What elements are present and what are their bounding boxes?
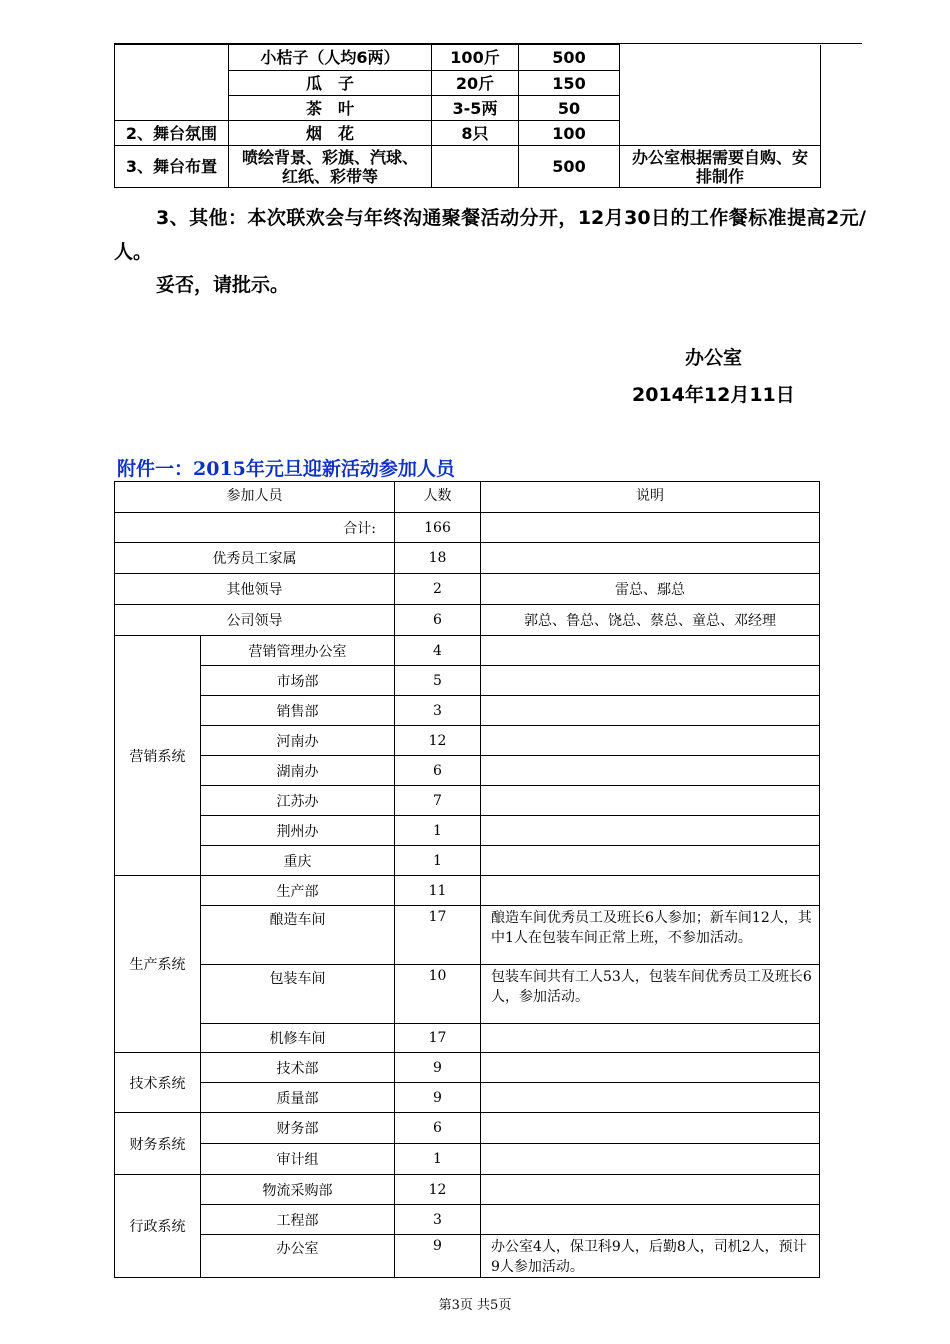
dept-cell: 包装车间 bbox=[201, 965, 395, 1024]
remark-cell: 办公室根据需要自购、安排制作 bbox=[620, 146, 821, 188]
table-row bbox=[115, 876, 820, 906]
note-cell bbox=[481, 1083, 820, 1113]
amount-cell: 50 bbox=[519, 96, 620, 121]
dept-cell: 质量部 bbox=[201, 1083, 395, 1113]
total-count: 166 bbox=[395, 513, 481, 543]
amount-cell: 500 bbox=[519, 45, 620, 71]
row-label: 其他领导 bbox=[115, 574, 395, 605]
note-cell bbox=[481, 876, 820, 906]
row-note bbox=[481, 543, 820, 574]
row-count: 6 bbox=[395, 605, 481, 636]
dept-cell: 营销管理办公室 bbox=[201, 636, 395, 666]
date: 2014年12月11日 bbox=[632, 384, 795, 406]
row-count: 2 bbox=[395, 574, 481, 605]
note-cell bbox=[481, 756, 820, 786]
note-cell bbox=[481, 1024, 820, 1053]
total-label: 合计: bbox=[115, 513, 395, 543]
note-cell: 办公室4人，保卫科9人，后勤8人，司机2人，预计9人参加活动。 bbox=[481, 1235, 820, 1278]
dept-cell: 酿造车间 bbox=[201, 906, 395, 965]
amount-cell: 500 bbox=[519, 146, 620, 188]
table-row bbox=[115, 1113, 820, 1144]
remark-cell-empty bbox=[620, 45, 821, 146]
group-name: 生产系统 bbox=[115, 876, 201, 1053]
category-cell-1 bbox=[115, 45, 229, 121]
count-cell: 9 bbox=[395, 1235, 481, 1278]
count-cell: 1 bbox=[395, 846, 481, 876]
table-row bbox=[115, 1235, 820, 1278]
table-row bbox=[115, 965, 820, 1024]
total-note bbox=[481, 513, 820, 543]
dept-cell: 生产部 bbox=[201, 876, 395, 906]
group-name: 技术系统 bbox=[115, 1053, 201, 1113]
count-cell: 9 bbox=[395, 1083, 481, 1113]
table-row bbox=[115, 1083, 820, 1113]
group-name: 行政系统 bbox=[115, 1175, 201, 1278]
count-cell: 7 bbox=[395, 786, 481, 816]
item-cell: 喷绘背景、彩旗、汽球、红纸、彩带等 bbox=[229, 146, 432, 188]
count-cell: 12 bbox=[395, 1175, 481, 1205]
count-cell: 3 bbox=[395, 1205, 481, 1235]
group-name: 财务系统 bbox=[115, 1113, 201, 1175]
dept-cell: 重庆 bbox=[201, 846, 395, 876]
table-row bbox=[115, 574, 820, 605]
note-cell bbox=[481, 816, 820, 846]
table-row bbox=[115, 636, 820, 666]
dept-cell: 办公室 bbox=[201, 1235, 395, 1278]
dept-cell: 荆州办 bbox=[201, 816, 395, 846]
note-cell bbox=[481, 696, 820, 726]
table-row bbox=[115, 846, 820, 876]
header-participants: 参加人员 bbox=[115, 482, 395, 513]
budget-table bbox=[114, 44, 821, 188]
dept-cell: 工程部 bbox=[201, 1205, 395, 1235]
table-row bbox=[115, 543, 820, 574]
count-cell: 17 bbox=[395, 1024, 481, 1053]
note-cell: 酿造车间优秀员工及班长6人参加；新车间12人，其中1人在包装车间正常上班，不参加活动。 bbox=[481, 906, 820, 965]
table-row bbox=[115, 786, 820, 816]
item-cell: 瓜 子 bbox=[229, 71, 432, 96]
attachment-title: 附件一：2015年元旦迎新活动参加人员 bbox=[117, 458, 455, 480]
table-row bbox=[115, 906, 820, 965]
item-cell: 小桔子（人均6两） bbox=[229, 45, 432, 71]
row-count: 18 bbox=[395, 543, 481, 574]
note-cell bbox=[481, 1175, 820, 1205]
table-row bbox=[115, 1205, 820, 1235]
note-cell bbox=[481, 846, 820, 876]
header-count: 人数 bbox=[395, 482, 481, 513]
note-cell bbox=[481, 1144, 820, 1175]
table-row bbox=[115, 756, 820, 786]
count-cell: 11 bbox=[395, 876, 481, 906]
count-cell: 4 bbox=[395, 636, 481, 666]
table-row bbox=[115, 726, 820, 756]
dept-cell: 河南办 bbox=[201, 726, 395, 756]
dept-cell: 江苏办 bbox=[201, 786, 395, 816]
dept-cell: 销售部 bbox=[201, 696, 395, 726]
qty-cell: 3-5两 bbox=[432, 96, 519, 121]
dept-cell: 湖南办 bbox=[201, 756, 395, 786]
count-cell: 9 bbox=[395, 1053, 481, 1083]
qty-cell: 100斤 bbox=[432, 45, 519, 71]
group-name: 营销系统 bbox=[115, 636, 201, 876]
count-cell: 17 bbox=[395, 906, 481, 965]
note-cell bbox=[481, 666, 820, 696]
count-cell: 5 bbox=[395, 666, 481, 696]
count-cell: 6 bbox=[395, 1113, 481, 1144]
note-cell bbox=[481, 636, 820, 666]
dept-cell: 审计组 bbox=[201, 1144, 395, 1175]
category-cell: 2、舞台氛围 bbox=[115, 121, 229, 146]
count-cell: 10 bbox=[395, 965, 481, 1024]
count-cell: 3 bbox=[395, 696, 481, 726]
amount-cell: 150 bbox=[519, 71, 620, 96]
other-paragraph: 3、其他：本次联欢会与年终沟通聚餐活动分开，12月30日的工作餐标准提高2元/人。 bbox=[114, 207, 866, 263]
row-note: 雷总、鄢总 bbox=[481, 574, 820, 605]
dept-cell: 财务部 bbox=[201, 1113, 395, 1144]
table-row bbox=[115, 1024, 820, 1053]
table-row bbox=[115, 1144, 820, 1175]
count-cell: 6 bbox=[395, 756, 481, 786]
dept-cell: 市场部 bbox=[201, 666, 395, 696]
note-cell bbox=[481, 1053, 820, 1083]
table-row bbox=[115, 666, 820, 696]
signature: 办公室 bbox=[685, 347, 743, 369]
item-cell: 烟 花 bbox=[229, 121, 432, 146]
note-cell bbox=[481, 1113, 820, 1144]
note-cell bbox=[481, 726, 820, 756]
table-row bbox=[115, 605, 820, 636]
table-row bbox=[115, 1175, 820, 1205]
qty-cell: 20斤 bbox=[432, 71, 519, 96]
note-cell: 包装车间共有工人53人，包装车间优秀员工及班长6人，参加活动。 bbox=[481, 965, 820, 1024]
table-row bbox=[115, 696, 820, 726]
note-cell bbox=[481, 786, 820, 816]
count-cell: 1 bbox=[395, 816, 481, 846]
request-text: 妥否，请批示。 bbox=[156, 274, 290, 296]
header-note: 说明 bbox=[481, 482, 820, 513]
dept-cell: 机修车间 bbox=[201, 1024, 395, 1053]
table-row bbox=[115, 816, 820, 846]
note-cell bbox=[481, 1205, 820, 1235]
page-footer: 第3页 共5页 bbox=[438, 1298, 512, 1313]
row-note: 郭总、鲁总、饶总、蔡总、童总、邓经理 bbox=[481, 605, 820, 636]
dept-cell: 技术部 bbox=[201, 1053, 395, 1083]
amount-cell: 100 bbox=[519, 121, 620, 146]
attendee-table bbox=[114, 481, 820, 1278]
row-label: 公司领导 bbox=[115, 605, 395, 636]
qty-cell bbox=[432, 146, 519, 188]
count-cell: 1 bbox=[395, 1144, 481, 1175]
qty-cell: 8只 bbox=[432, 121, 519, 146]
category-cell: 3、舞台布置 bbox=[115, 146, 229, 188]
item-cell: 茶 叶 bbox=[229, 96, 432, 121]
row-label: 优秀员工家属 bbox=[115, 543, 395, 574]
count-cell: 12 bbox=[395, 726, 481, 756]
table-row bbox=[115, 1053, 820, 1083]
dept-cell: 物流采购部 bbox=[201, 1175, 395, 1205]
